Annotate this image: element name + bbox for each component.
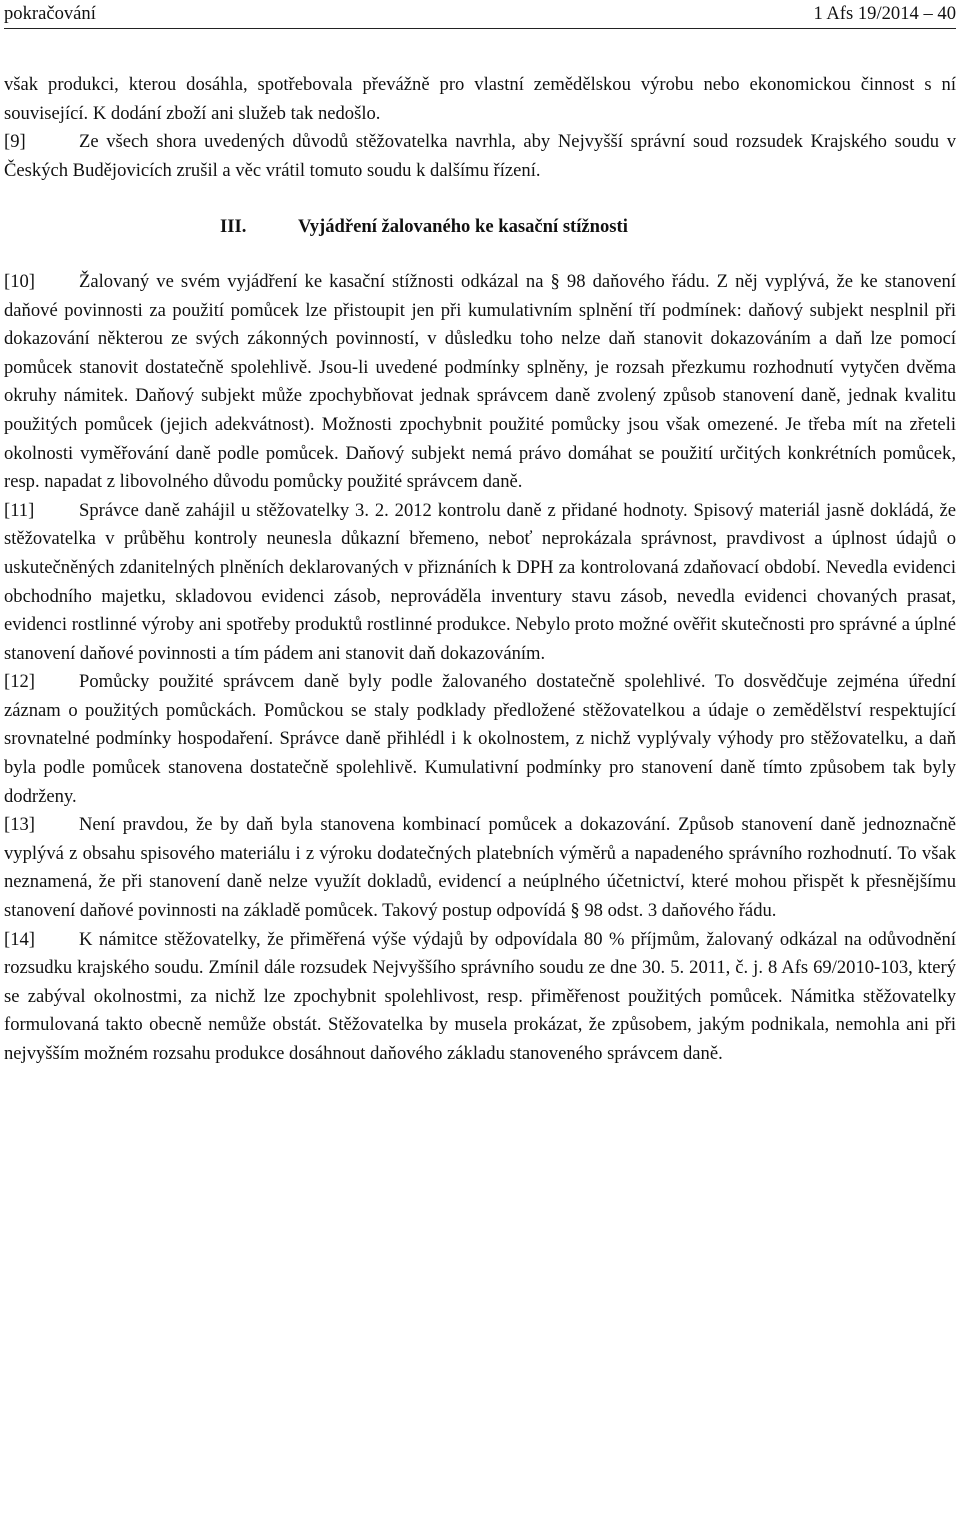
paragraph-text: Ze všech shora uvedených důvodů stěžovatelka navrhla, aby Nejvyšší správní soud rozsudek Krajského soudu v Českých Budějovicích zrušil a věc vrátil tomuto soudu k dalšímu řízení.	[4, 131, 956, 181]
paragraph-number: [14]	[4, 928, 35, 950]
header-case-number: 1 Afs 19/2014 – 40	[813, 3, 956, 24]
page-header	[4, 0, 956, 29]
header-continuation: pokračování	[4, 3, 96, 24]
paragraph-11	[4, 497, 956, 669]
paragraph-10	[4, 268, 956, 497]
document-page	[4, 0, 956, 1069]
paragraph-text: Žalovaný ve svém vyjádření ke kasační stížnosti odkázal na § 98 daňového řádu. Z něj vyplývá, že ke stanovení daňové povinnosti za použití pomůcek lze přistoupit jen při kumulativním splnění tří podmínek: daňový subjekt nesplnil při dokazování některou ze svých zákonných povinností, v důsledku toho nelze daň stanovit dokazováním a daň lze pomocí pomůcek stanovit dostatečně spolehlivě. Jsou-li uvedené podmínky splněny, je rozsah přezkumu rozhodnutí vytyčen dvěma okruhy námitek. Daňový subjekt může zpochybňovat jednak správcem daně zvolený způsob stanovení daně, jednak kvalitu použitých pomůcek (jejich adekvátnost). Možnosti zpochybnit použité pomůcky jsou však omezené. Je třeba mít na zřeteli okolnosti vyměřování daně podle pomůcek. Daňový subjekt nemá právo domáhat se použití určitých konkrétních pomůcek, resp. napadat z libovolného důvodu pomůcky použité správcem daně.	[4, 270, 956, 493]
paragraph-number: [9]	[4, 131, 26, 153]
paragraph-text: Pomůcky použité správcem daně byly podle žalovaného dostatečně spolehlivé. To dosvědčuje zejména úřední záznam o použitých pomůckách. Pomůckou se staly podklady předložené stěžovatelkou a údaje o zemědělství respektující srovnatelné podmínky hospodaření. Správce daně přihlédl i k okolnostem, z nichž vyplývaly výhody pro stěžovatelku, a daň byla podle pomůcek stanovena dostatečně spolehlivě. Kumulativní podmínky pro stanovení daně tímto způsobem tak byly dodrženy.	[4, 671, 956, 807]
paragraph-14	[4, 926, 956, 1069]
paragraph-number: [13]	[4, 814, 35, 836]
paragraph-number: [11]	[4, 499, 35, 521]
paragraph-text: Není pravdou, že by daň byla stanovena kombinací pomůcek a dokazování. Způsob stanovení daně jednoznačně vyplývá z obsahu spisového materiálu i z výroku dodatečných platebních výměrů a napadeného správního rozhodnutí. To však neznamená, že při stanovení daně nelze využít dokladů, evidencí a neúplného účetnictví, které mohou přispět k přesnějšímu stanovení daňové povinnosti na základě pomůcek. Takový postup odpovídá § 98 odst. 3 daňového řádu.	[4, 814, 956, 922]
paragraph-text: K námitce stěžovatelky, že přiměřená výše výdajů by odpovídala 80 % příjmům, žalovaný odkázal na odůvodnění rozsudku krajského soudu. Zmínil dále rozsudek Nejvyššího správního soudu ze dne 30. 5. 2011, č. j. 8 Afs 69/2010-103, který se zabýval okolnostmi, za nichž lze zpochybnit spolehlivost, resp. přiměřenost použitých pomůcek. Námitka stěžovatelky formulovaná takto obecně nemůže obstát. Stěžovatelka by musela prokázat, že způsobem, jakým podnikala, nemohla ani při nejvyšším možném rozsahu produkce dosáhnout daňového základu stanoveného správcem daně.	[4, 928, 956, 1064]
section-roman-numeral: III.	[220, 216, 247, 238]
paragraph-13	[4, 811, 956, 925]
section-title: Vyjádření žalovaného ke kasační stížnosti	[298, 216, 628, 238]
paragraph-9	[4, 128, 956, 185]
paragraph-number: [12]	[4, 671, 35, 693]
paragraph-12	[4, 668, 956, 811]
section-heading	[4, 213, 956, 242]
paragraph-text: Správce daně zahájil u stěžovatelky 3. 2. 2012 kontrolu daně z přidané hodnoty. Spisový materiál jasně dokládá, že stěžovatelka v průběhu kontroly neunesla důkazní břemeno, neboť neprokázala správnost, pravdivost a úplnost údajů o uskutečněných zdanitelných plněních deklarovaných v přiznáních k DPH za kontrolovaná zdaňovací období. Nevedla evidenci obchodního majetku, skladovou evidenci zásob, neprováděla inventury stavu zásob, nevedla evidenci chovaných prasat, evidenci rostlinné výroby ani spotřeby produktů rostlinné produkce. Nebylo proto možné ověřit skutečnosti pro správné a úplné stanovení daňové povinnosti a tím pádem ani stanovit daň dokazováním.	[4, 499, 956, 664]
paragraph-number: [10]	[4, 270, 35, 292]
intro-paragraph: však produkci, kterou dosáhla, spotřebovala převážně pro vlastní zemědělskou výrobu nebo ekonomickou činnost s ní související. K dodání zboží ani služeb tak nedošlo.	[4, 74, 956, 124]
document-body	[4, 29, 956, 1069]
